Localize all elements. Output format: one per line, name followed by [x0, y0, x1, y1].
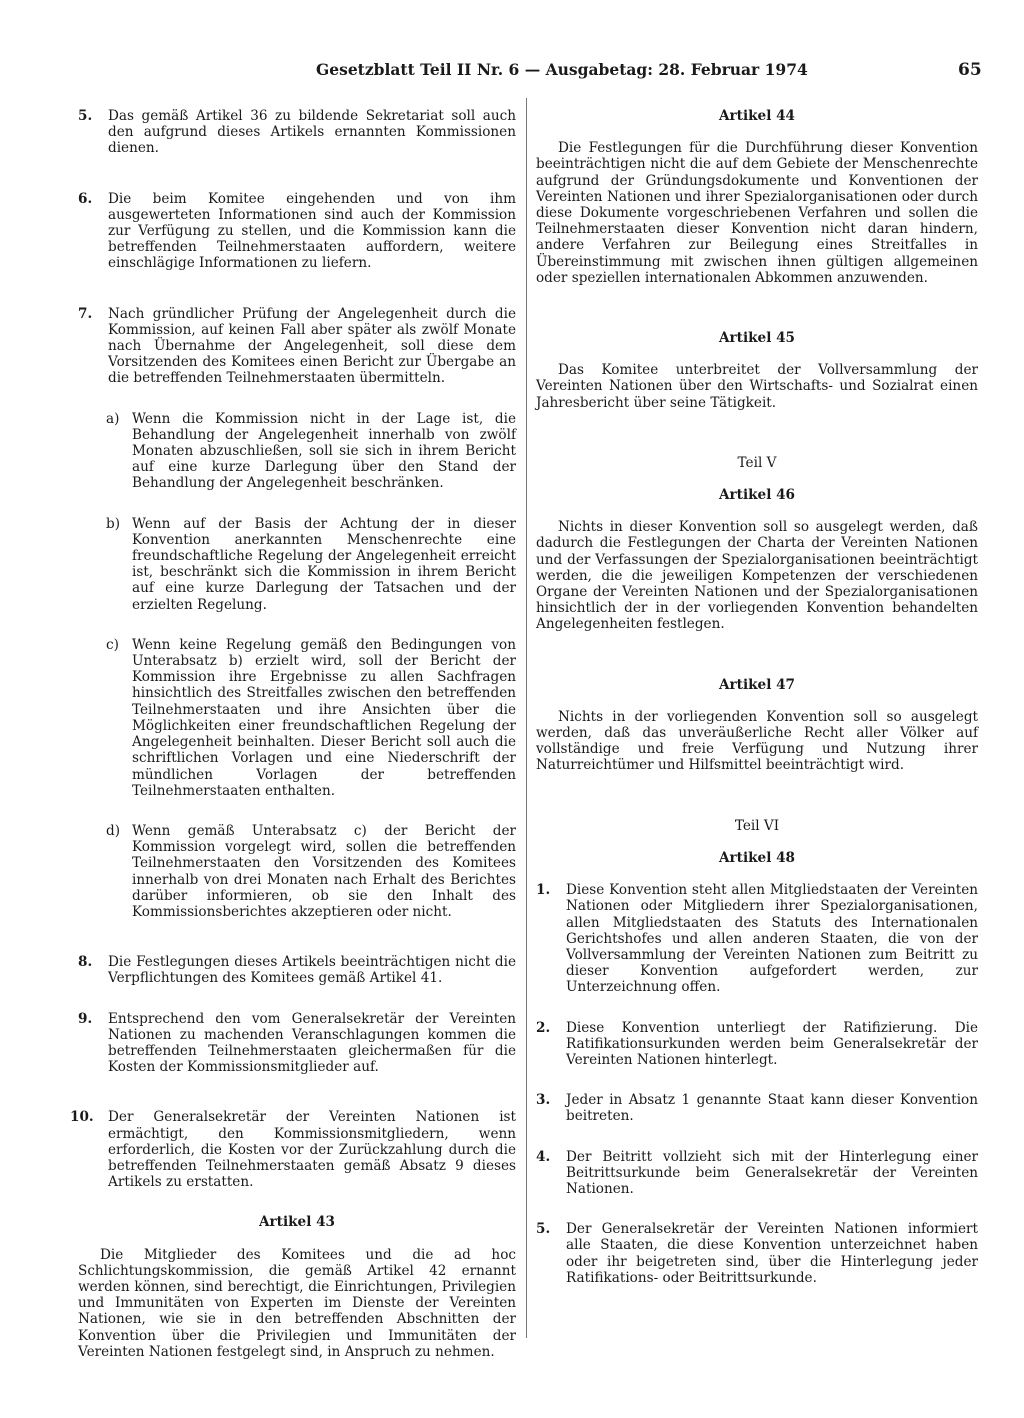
paragraph-text: Diese Konvention unterliegt der Ratifizierung. Die Ratifikationsurkunden werden beim Generalsekretär der Vereinten Nationen hinterlegt. [566, 1019, 978, 1068]
column-divider [526, 98, 527, 1338]
paragraph-5 [78, 108, 516, 157]
paragraph-text: Die Festlegungen dieses Artikels beeinträchtigen nicht die Verpflichtungen des Komitees gemäß Artikel 41. [108, 954, 516, 987]
article-43-text: Die Mitglieder des Komitees und die ad hoc Schlichtungskommission, die gemäß Artikel 42 ernannt werden können, sind berechtigt, die Einrichtungen, Privilegien und Immunitäten von Experten im Dienste der Vereinten Nationen, wie sie in den betreffenden Abschnitten der Konvention über die Privilegien und Immunitäten der Vereinten Nationen festgelegt sind, in Anspruch zu nehmen. [78, 1246, 516, 1360]
article-44-title: Artikel 44 [718, 108, 796, 124]
subparagraph-letter: b) [106, 515, 121, 532]
paragraph-text: Der Generalsekretär der Vereinten Nationen informiert alle Staaten, die diese Konvention unterzeichnet haben oder ihr beigetreten sind, über die Hinterlegung jeder Ratifikations- oder Beitrittsurkunde. [566, 1221, 978, 1286]
subparagraph-b [78, 516, 516, 613]
paragraph-7 [78, 306, 516, 387]
paragraph-number: 5. [78, 108, 93, 124]
paragraph-text: Der Beitritt vollzieht sich mit der Hinterlegung einer Beitrittsurkunde beim Generalsekretär der Vereinten Nationen. [566, 1148, 978, 1197]
article-47-title: Artikel 47 [718, 676, 796, 693]
article-44-text: Die Festlegungen für die Durchführung dieser Konvention beeinträchtigen nicht die auf dem Gebiete der Menschenrechte aufgrund der Gründungsdokumente und Konventionen der Vereinten Nationen und ihrer Spezialorganisationen oder durch diese Dokumente vorgeschriebenen Verfahren und sollen die Teilnehmerstaaten dieser Konvention nicht daran hindern, andere Verfahren zur Beilegung eines Streitfalles in Übereinstimmung mit zwischen ihnen gültigen allgemeinen oder speziellen internationalen Abkommen anzuwenden. [536, 140, 978, 286]
paragraph-text: Jeder in Absatz 1 genannte Staat kann dieser Konvention beitreten. [566, 1092, 978, 1125]
article-46-title: Artikel 46 [718, 487, 796, 504]
article-48-paragraph-2 [536, 1020, 978, 1069]
page-number: 65 [958, 60, 982, 80]
subparagraph-d [78, 823, 516, 920]
paragraph-number: 7. [78, 305, 93, 322]
subparagraph-letter: d) [106, 822, 121, 839]
paragraph-number: 1. [536, 882, 551, 899]
subparagraph-text: Wenn die Kommission nicht in der Lage ist, die Behandlung der Angelegenheit innerhalb von zwölf Monaten abzuschließen, soll sie sich in ihrem Bericht auf eine kurze Darlegung über den Stand der Behandlung der Angelegenheit beschränken. [132, 410, 516, 492]
article-48-paragraph-1 [536, 882, 978, 995]
right-column [536, 108, 978, 1286]
paragraph-8 [78, 954, 516, 986]
part-6-title: Teil VI [734, 817, 780, 834]
paragraph-number: 4. [536, 1148, 551, 1165]
article-47-text: Nichts in der vorliegenden Konvention soll so ausgelegt werden, daß das unveräußerliche Recht aller Völker auf vollständige und freie Verfügung und Nutzung ihrer Naturreichtümer und Hilfsmittel beeinträchtigt wird. [536, 708, 978, 774]
paragraph-6 [78, 191, 516, 272]
part-5-title: Teil V [737, 454, 777, 471]
subparagraph-text: Wenn gemäß Unterabsatz c) der Bericht der Kommission vorgelegt wird, sollen die betreffenden Teilnehmerstaaten den Vorsitzenden des Komitees innerhalb von drei Monaten nach Erhalt des Berichtes darüber informieren, ob sie den Inhalt des Kommissionsberichtes akzeptieren oder nicht. [132, 822, 516, 920]
article-45-title: Artikel 45 [718, 330, 796, 347]
paragraph-number: 8. [78, 954, 93, 971]
paragraph-text: Die beim Komitee eingehenden und von ihm ausgewerteten Informationen sind auch der Kommission zur Verfügung zu stellen, und die Kommission kann die betreffenden Teilnehmerstaaten auffordern, weitere einschlägige Informationen zu liefern. [108, 190, 516, 272]
paragraph-number: 6. [78, 190, 93, 207]
paragraph-10 [70, 1109, 516, 1191]
paragraph-text: Entsprechend den vom Generalsekretär der Vereinten Nationen zu machenden Veranschlagungen kommen die betreffenden Teilnehmerstaaten gleichermaßen für die Kosten der Kommissionsmitglieder auf. [108, 1010, 516, 1076]
paragraph-text: Das gemäß Artikel 36 zu bildende Sekretariat soll auch den aufgrund dieses Artikels ernannten Kommissionen dienen. [108, 108, 516, 157]
paragraph-number: 2. [536, 1019, 551, 1036]
subparagraph-text: Wenn auf der Basis der Achtung der in dieser Konvention anerkannten Menschenrechte eine freundschaftliche Regelung der Angelegenheit erreicht ist, beschränkt sich die Kommission in ihrem Bericht auf eine kurze Darlegung der Tatsachen und der erzielten Regelung. [132, 515, 516, 613]
article-45-text: Das Komitee unterbreitet der Vollversammlung der Vereinten Nationen über den Wirtschafts- und Sozialrat einen Jahresbericht über seine Tätigkeit. [536, 362, 978, 411]
article-48-paragraph-5 [536, 1221, 978, 1286]
page-header: Gesetzblatt Teil II Nr. 6 — Ausgabetag: 28. Februar 1974 [316, 60, 808, 79]
paragraph-text: Der Generalsekretär der Vereinten Nationen ist ermächtigt, den Kommissionsmitgliedern, wenn erforderlich, die Kosten vor der Zurückzahlung durch die betreffenden Teilnehmerstaaten gemäß Absatz 9 dieses Artikels zu erstatten. [108, 1109, 516, 1191]
article-46-text: Nichts in dieser Konvention soll so ausgelegt werden, daß dadurch die Festlegungen der Charta der Vereinten Nationen und der Verfassungen der Spezialorganisationen beeinträchtigt werden, die die jeweiligen Kompetenzen der verschiedenen Organe der Vereinten Nationen und der Spezialorganisationen hinsichtlich der in der vorliegenden Konvention behandelten Angelegenheiten festlegen. [536, 519, 978, 633]
paragraph-text: Diese Konvention steht allen Mitgliedstaaten der Vereinten Nationen oder Mitgliedern ihrer Spezialorganisationen, allen Mitgliedstaaten des Statuts des Internationalen Gerichtshofes und allen anderen Staaten, die von der Vollversammlung der Vereinten Nationen zum Beitritt zu dieser Konvention aufgefordert werden, zur Unterzeichnung offen. [566, 882, 978, 996]
left-column [70, 108, 516, 1360]
subparagraph-letter: c) [106, 636, 119, 653]
paragraph-text: Nach gründlicher Prüfung der Angelegenheit durch die Kommission, auf keinen Fall aber später als zwölf Monate nach Übernahme der Angelegenheit, soll diese dem Vorsitzenden des Komitees einen Bericht zur Übergabe an die betreffenden Teilnehmerstaaten übermitteln. [108, 305, 516, 387]
subparagraph-text: Wenn keine Regelung gemäß den Bedingungen von Unterabsatz b) erzielt wird, soll der Bericht der Kommission ihre Ergebnisse zu allen Sachfragen hinsichtlich des Streitfalles zwischen den betreffenden Teilnehmerstaaten und ihre Ansichten über die Möglichkeiten einer freundschaftlichen Regelung der Angelegenheit beinhalten. Dieser Bericht soll auch die schriftlichen Vorlagen und eine Niederschrift der mündlichen Vorlagen der betreffenden Teilnehmerstaaten enthalten. [132, 636, 516, 799]
paragraph-number: 5. [536, 1221, 551, 1238]
article-48-title: Artikel 48 [718, 849, 796, 866]
article-48-paragraph-4 [536, 1149, 978, 1198]
subparagraph-c [78, 637, 516, 799]
paragraph-number: 10. [70, 1109, 94, 1126]
paragraph-number: 9. [78, 1010, 93, 1027]
article-43-title: Artikel 43 [258, 1214, 336, 1231]
subparagraph-a [78, 411, 516, 492]
article-48-paragraph-3 [536, 1092, 978, 1124]
subparagraph-letter: a) [106, 410, 120, 427]
paragraph-number: 3. [536, 1092, 551, 1109]
paragraph-9 [78, 1011, 516, 1076]
